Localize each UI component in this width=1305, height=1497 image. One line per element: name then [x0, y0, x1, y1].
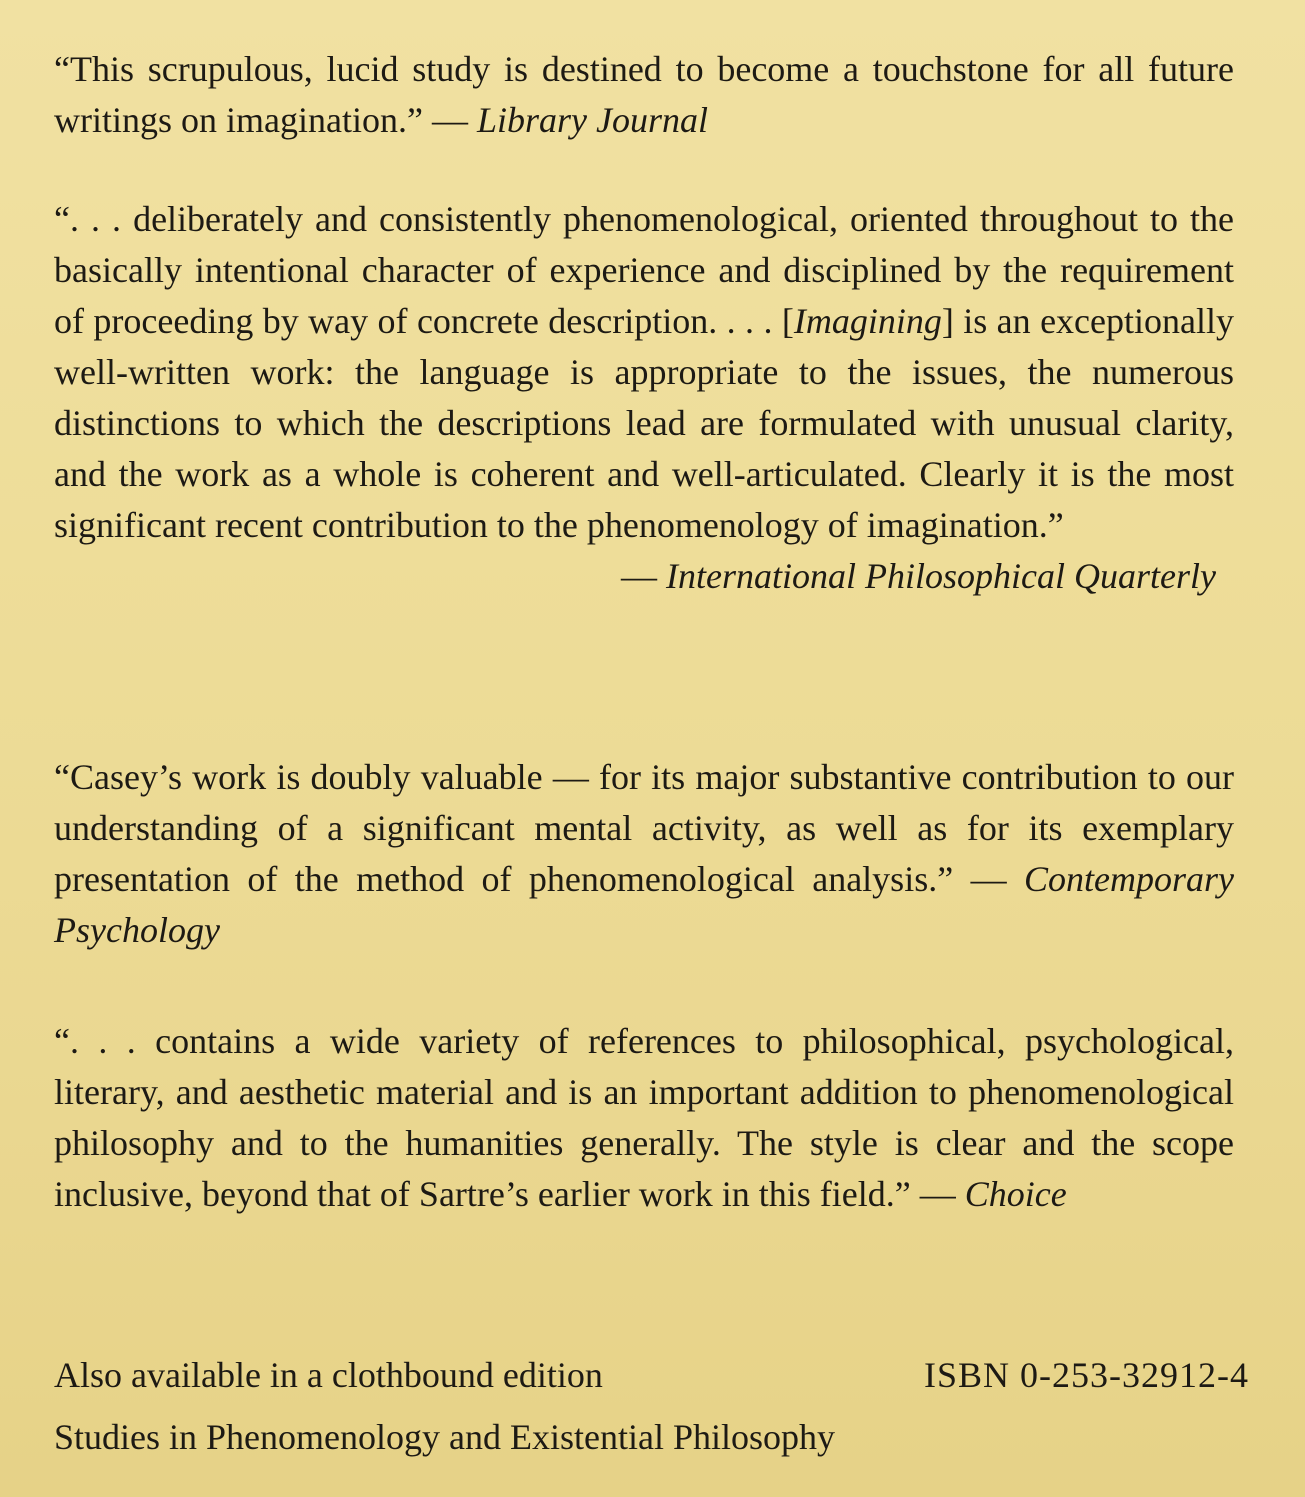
- review-quote-part: “. . . deliberately and consistently phenomenological, oriented throughout to the basically intentional character of experience and disciplined by the requirement of proceeding by way of concrete description. . . . [: [54, 199, 1234, 341]
- review-attribution: [54, 551, 1234, 602]
- attribution-dash: —: [621, 556, 667, 596]
- review-quote: “. . . contains a wide variety of references to philosophical, psychological, literary, and aesthetic material and is an important addition to phenomenological philosophy and to the humanities generally. The style is clear and the scope inclusive, beyond that of Sartre’s earlier work in this field.”: [54, 1021, 1234, 1214]
- review-text: [54, 44, 1234, 146]
- review-text: [54, 752, 1234, 956]
- review-contemporary-psychology: [54, 752, 1234, 956]
- review-quote: “This scrupulous, lucid study is destined to become a touchstone for all future writings on imagination.”: [54, 49, 1234, 140]
- review-library-journal: [54, 44, 1234, 146]
- review-choice: [54, 1016, 1234, 1220]
- cover-footer: [54, 1344, 1249, 1468]
- review-source: International Philosophical Quarterly: [666, 556, 1216, 596]
- review-international-philosophical-quarterly: [54, 194, 1234, 602]
- review-source: Contemporary Psychology: [54, 859, 1234, 950]
- attribution-dash: —: [431, 100, 477, 140]
- edition-note: Also available in a clothbound edition: [54, 1355, 603, 1395]
- attribution-dash: —: [919, 1174, 965, 1214]
- isbn: ISBN 0-253-32912-4: [924, 1355, 1249, 1395]
- book-title-italic: Imagining: [793, 301, 942, 341]
- review-quote: “Casey’s work is doubly valuable — for its major substantive contribution to our understanding of a significant mental activity, as well as for its exemplary presentation of the method of phenomenological analysis.”: [54, 757, 1234, 899]
- attribution-dash: —: [970, 859, 1024, 899]
- footer-row: [54, 1344, 1249, 1406]
- series-title: Studies in Phenomenology and Existential Philosophy: [54, 1417, 835, 1457]
- review-text: [54, 1016, 1234, 1220]
- review-source: Choice: [964, 1174, 1067, 1214]
- review-text: [54, 194, 1234, 551]
- review-quote-part: ] is an exceptionally well-written work: the language is appropriate to the issues, the numerous distinctions to which the descriptions lead are formulated with unusual clarity, and the work as a whole is coherent and well-articulated. Clearly it is the most significant recent contribution to the phenomenology of imagination.”: [54, 301, 1234, 545]
- review-source: Library Journal: [476, 100, 708, 140]
